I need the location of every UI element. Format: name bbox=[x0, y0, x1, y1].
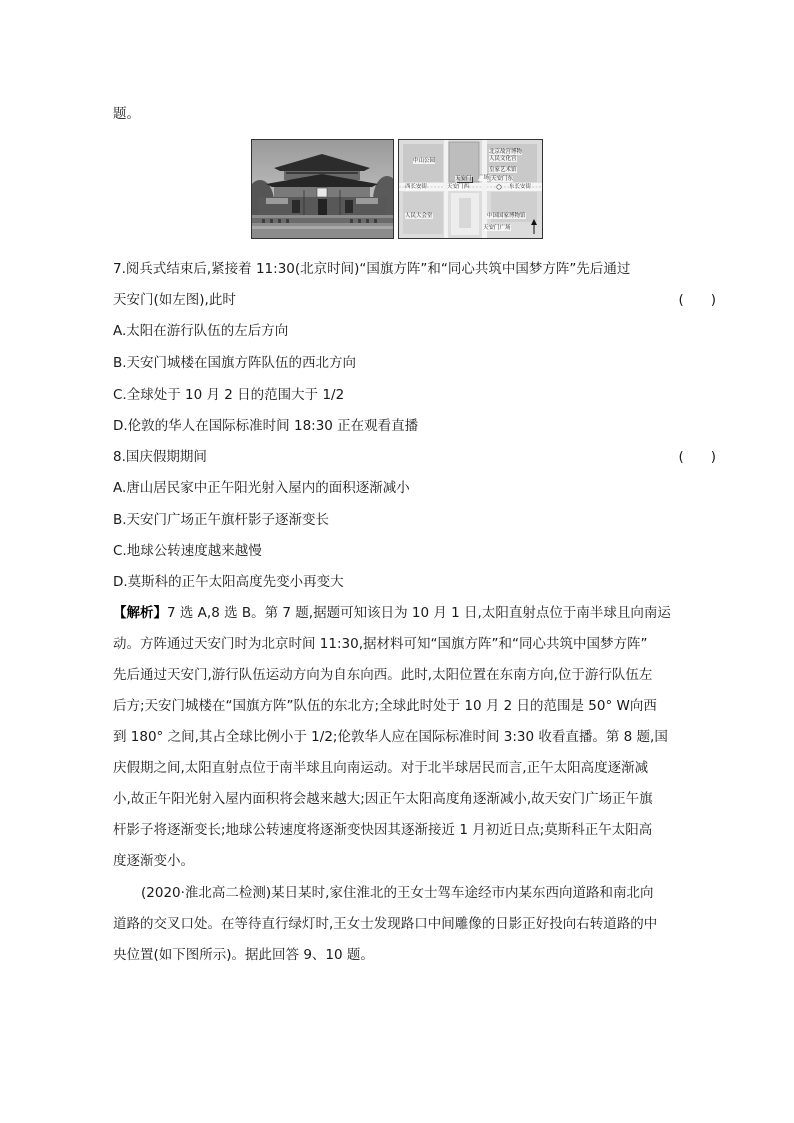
q7-option-d: D.伦敦的华人在国际标准时间 18:30 正在观看直播 bbox=[113, 418, 419, 434]
continued-text: 题。 bbox=[113, 106, 140, 122]
analysis-line-7: 小,故正午阳光射入屋内面积将会越来越大;因正午太阳高度角逐渐减小,故天安门广场正午旗 bbox=[113, 791, 653, 807]
q7-stem-line-2: 天安门(如左图),此时 bbox=[113, 292, 236, 308]
analysis-line-2: 动。方阵通过天安门时为北京时间 11:30,据材料可知“国旗方阵”和“同心共筑中国梦方阵” bbox=[113, 636, 648, 652]
passage-line-2: 道路的交叉口处。在等待直行绿灯时,王女士发现路口中间雕像的日影正好投向右转道路的中 bbox=[113, 916, 658, 932]
q8-answer-blank: ( ) bbox=[678, 449, 716, 465]
map-label-xichang: 西长安街 bbox=[405, 184, 428, 190]
map-label-tam-square: 天安门广场 bbox=[483, 225, 511, 231]
analysis-line-4: 后方;天安门城楼在“国旗方阵”队伍的东北方;全球此时处于 10 月 2 日的范围是 50° W向西 bbox=[113, 698, 657, 714]
q7-option-c: C.全球处于 10 月 2 日的范围大于 1/2 bbox=[113, 387, 345, 403]
tiananmen-photo bbox=[251, 139, 394, 239]
analysis-line-5: 到 180° 之间,其占全球比例小于 1/2;伦敦华人应在国际标准时间 3:30 收看直播。第 8 题,国 bbox=[113, 729, 668, 745]
analysis-line-1-text: 7 选 A,8 选 B。第 7 题,据题可知该日为 10 月 1 日,太阳直射点位于南半球且向南运 bbox=[167, 605, 671, 621]
tiananmen-illustration bbox=[252, 140, 393, 238]
analysis-line-9: 度逐渐变小。 bbox=[113, 853, 194, 869]
map-label-dongchang: 东长安街 bbox=[509, 184, 532, 190]
passage-line-1: (2020·淮北高二检测)某日某时,家住淮北的王女士驾车途经市内某东西向道路和南北向 bbox=[141, 885, 654, 901]
map-label-square: 广场 bbox=[478, 175, 490, 181]
map-label-tiananmen: 天安门 bbox=[455, 176, 472, 182]
q8-option-a: A.唐山居民家中正午阳光射入屋内的面积逐渐减小 bbox=[113, 480, 410, 496]
analysis-line-8: 杆影子将逐渐变长;地球公转速度将逐渐变快因其逐渐接近 1 月初近日点;莫斯科正午太阳高 bbox=[113, 822, 653, 838]
q8-option-c: C.地球公转速度越来越慢 bbox=[113, 543, 262, 559]
q8-stem: 8.国庆假期期间 bbox=[113, 449, 207, 465]
q7-answer-blank: ( ) bbox=[678, 292, 716, 308]
analysis-line-6: 庆假期之间,太阳直射点位于南半球且向南运动。对于北半球居民而言,正午太阳高度逐渐减 bbox=[113, 760, 649, 776]
map-label-museum: 中国国家博物馆 bbox=[487, 213, 526, 219]
passage-line-3: 央位置(如下图所示)。据此回答 9、10 题。 bbox=[113, 947, 374, 963]
q8-option-d: D.莫斯科的正午太阳高度先变小再变大 bbox=[113, 574, 344, 590]
analysis-tag: 【解析】 bbox=[113, 605, 167, 621]
q7-option-a: A.太阳在游行队伍的左后方向 bbox=[113, 323, 289, 339]
map-label-tiananmen-west: 天安门西 bbox=[447, 184, 470, 190]
q8-option-b: B.天安门广场正午旗杆影子逐渐变长 bbox=[113, 512, 330, 528]
map-label-dahuitang: 人民大会堂 bbox=[405, 213, 433, 219]
q7-stem-line-1: 7.阅兵式结束后,紧接着 11:30(北京时间)“国旗方阵”和“同心共筑中国梦方阵”先后通过 bbox=[113, 261, 631, 277]
map-label-tiananmen-east: 天安门东 bbox=[491, 176, 514, 182]
map-label-huangjia: 皇家艺术馆 bbox=[489, 167, 517, 173]
analysis-line-1 bbox=[113, 603, 714, 623]
q7-option-b: B.天安门城楼在国旗方阵队伍的西北方向 bbox=[113, 355, 357, 371]
map-label-zhongshan-park: 中山公园 bbox=[413, 158, 436, 164]
map-label-palace-museum: 北京故宫博物 bbox=[489, 149, 523, 155]
tiananmen-area-map bbox=[398, 139, 543, 239]
analysis-line-3: 先后通过天安门,游行队伍运动方向为自东向西。此时,太阳位置在东南方向,位于游行队伍左 bbox=[113, 667, 653, 683]
map-label-cultural-palace: 人民文化宫 bbox=[489, 156, 517, 162]
